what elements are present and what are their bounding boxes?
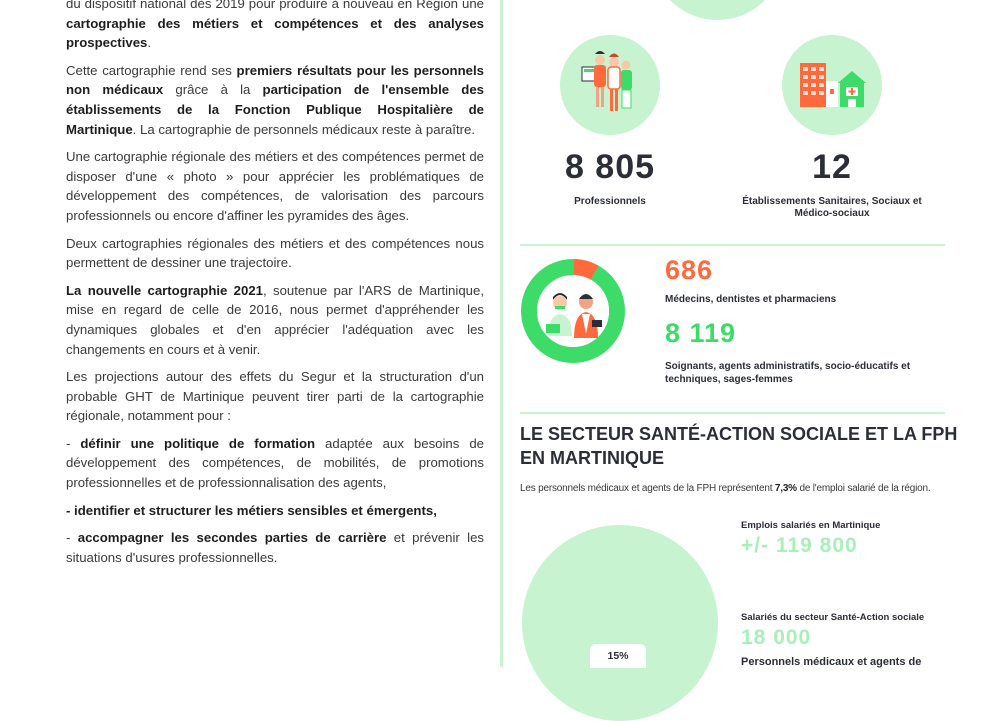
- sector-employment-value: 18 000: [741, 626, 812, 649]
- donut-medical-segment: [574, 267, 595, 273]
- section-description: Les personnels médicaux et agents de la FPH représentent 7,3% de l'emploi salarié de la région.: [520, 483, 931, 494]
- medical-count: 686: [665, 255, 714, 285]
- staff-donut-chart: [520, 258, 626, 364]
- percent-badge: 15%: [590, 644, 646, 668]
- divider-2: [520, 412, 945, 414]
- total-employment-value: +/- 119 800: [741, 534, 858, 557]
- professionals-label: Professionnels: [574, 196, 646, 207]
- total-employment-label: Emplois salariés en Martinique: [741, 520, 881, 531]
- medical-label: Médecins, dentistes et pharmaciens: [665, 294, 837, 305]
- buildings-circle: [782, 35, 882, 135]
- professionals-count: 8 805: [564, 148, 656, 186]
- staff-circle: [560, 35, 660, 135]
- divider-1: [520, 244, 945, 246]
- hospital-buildings-icon: [782, 35, 882, 135]
- column-divider: [500, 0, 503, 667]
- paragraph-regional-map: Une cartographie régionale des métiers et des compétences permet de disposer d'une « photo » pour apprécier les problématiques de développement des compétences, de valorisation des parcours professionnels ou encore d'affiner les pyramides des âges.: [66, 149, 484, 223]
- section-title: LE SECTEUR SANTÉ-ACTION SOCIALE ET LA FPH EN MARTINIQUE: [520, 424, 958, 468]
- paragraph-projections: Les projections autour des effets du Segur et la structuration d'un probable GHT de Martinique peuvent tirer parti de la cartographie régionale, notamment pour :: [66, 369, 484, 424]
- top-decor-circle: [655, 0, 780, 20]
- bullet-career: - accompagner les secondes parties de carrière et prévenir les situations d'usures professionnelles.: [66, 530, 484, 565]
- paragraph-intro: du dispositif national dès 2019 pour produire à nouveau en Région une cartographie des métiers et compétences et des analyses prospectives.: [66, 0, 484, 51]
- establishments-count: 12: [812, 148, 852, 186]
- sector-employment-label: Salariés du secteur Santé-Action sociale: [741, 612, 925, 623]
- establishments-label: Établissements Sanitaires, Sociaux et Médico-sociaux: [742, 196, 922, 219]
- donut-center: [537, 275, 609, 347]
- paragraph-results: Cette cartographie rend ses premiers résultats pour les personnels non médicaux grâce à la participation de l'ensemble des établissements de la Fonction Publique Hospitalière de Martinique. La cartographie de personnels médicaux reste à paraître.: [66, 62, 485, 137]
- employment-bubble: [522, 525, 718, 721]
- paragraph-trajectory: Deux cartographies régionales des métiers et des compétences nous permettent de dessiner une trajectoire.: [66, 235, 484, 271]
- healthcare-staff-icon: [560, 35, 660, 135]
- other-staff-label: Soignants, agents administratifs, socio-éducatifs et techniques, sages-femmes: [665, 361, 911, 385]
- other-staff-count: 8 119: [665, 318, 737, 348]
- article-text: [66, 0, 484, 575]
- paragraph-new-map: La nouvelle cartographie 2021, soutenue par l'ARS de Martinique, mise en regard de celle de 2016, nous permet d'appréhender les dynamiques globales et d'en apprécier l'adéquation avec les changements en cours et à venir.: [66, 282, 484, 357]
- bullet-training-policy: - définir une politique de formation adaptée aux besoins de développement des compétences, de mobilités, de promotions professionnelles et de professionnalisation des agents,: [66, 435, 484, 491]
- fph-label: Personnels médicaux et agents de: [741, 656, 922, 668]
- bullet-sensitive-jobs: - identifier et structurer les métiers sensibles et émergents,: [66, 502, 437, 518]
